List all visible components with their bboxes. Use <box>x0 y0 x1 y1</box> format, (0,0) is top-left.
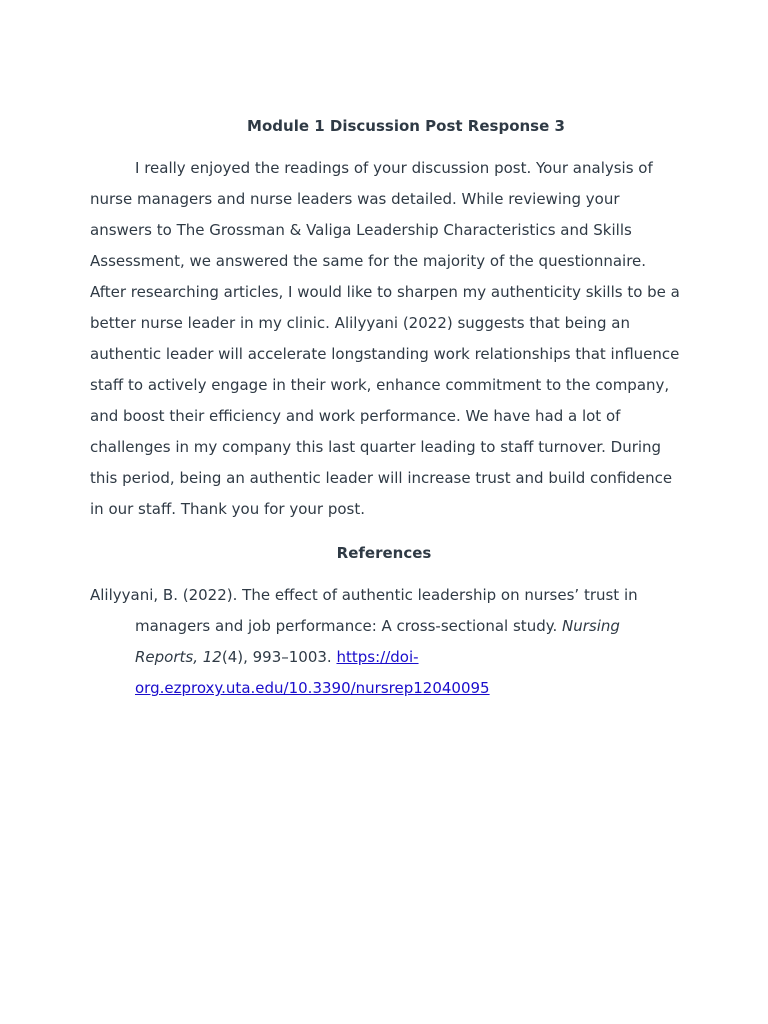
page-title: Module 1 Discussion Post Response 3 <box>247 117 565 135</box>
body-paragraph: I really enjoyed the readings of your discussion post. Your analysis of nurse managers and nurse leaders was detailed. While reviewing your answers to The Grossman & Valiga Leadership Characteristics and Skills Assessment, we answered the same for the majority of the questionnaire. After researching articles, I would like to sharpen my authenticity skills to be a better nurse leader in my clinic. Alilyyani (2022) suggests that being an authentic leader will accelerate longstanding work relationships that influence staff to actively engage in their work, enhance commitment to the company, and boost their efficiency and work performance. We have had a lot of challenges in my company this last quarter leading to staff turnover. During this period, being an authentic leader will increase trust and build confidence in our staff. Thank you for your post. <box>90 159 680 518</box>
reference-citation: Alilyyani, B. (2022). The effect of authentic leadership on nurses’ trust in managers and job performance: A cross-sectional study. <box>90 586 638 635</box>
reference-issue-pages: (4), 993–1003. <box>221 648 332 666</box>
reference-journal: Nursing Reports, 12 <box>135 617 620 666</box>
reference-doi-link[interactable]: https://doi-org.ezproxy.uta.edu/10.3390/nursrep12040095 <box>135 648 490 697</box>
reference-entry <box>90 580 680 704</box>
references-heading: References <box>336 544 432 562</box>
